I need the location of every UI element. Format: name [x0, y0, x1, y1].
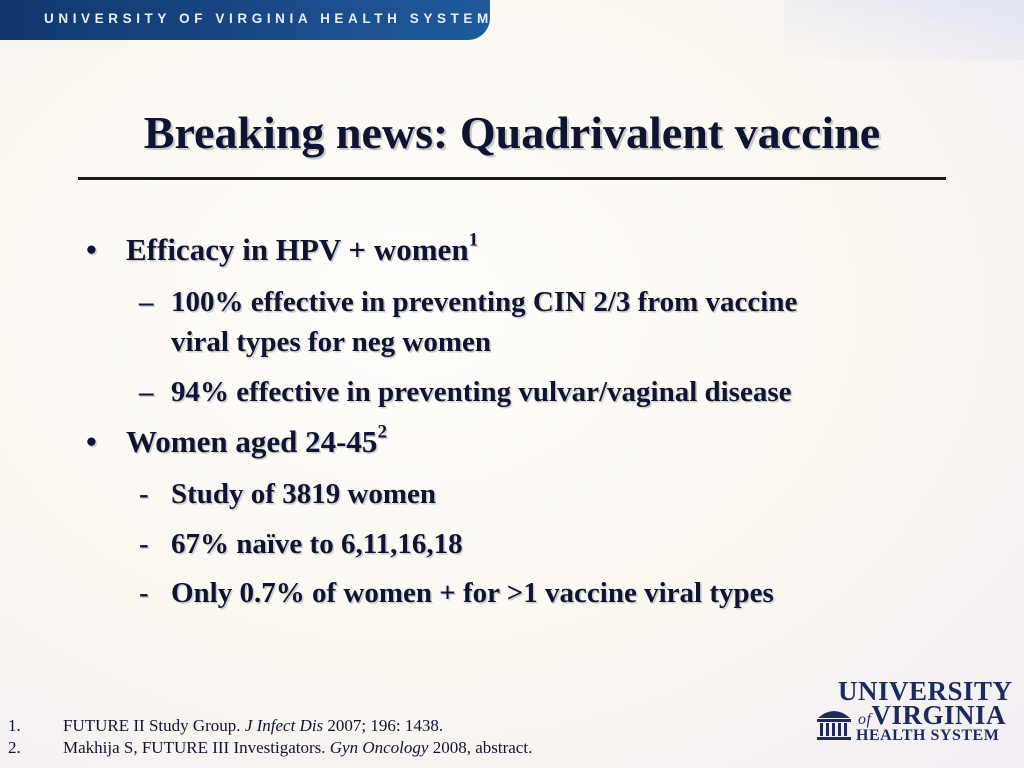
bullet-text: Efficacy in HPV + women: [126, 232, 469, 267]
sub-bullet-marker: –: [139, 286, 154, 318]
sub-bullet-line: 67% naïve to 6,11,16,18: [171, 528, 463, 560]
reference-number: 2.: [8, 738, 21, 757]
rotunda-icon: [814, 702, 854, 742]
uva-health-logo: [812, 676, 1013, 748]
sub-bullet-line: 94% effective in preventing vulvar/vaginal disease: [171, 376, 792, 408]
logo-university: UNIVERSITY: [838, 676, 1013, 706]
footnote-ref: 2: [377, 421, 388, 443]
reference-citation: 2007; 196: 1438.: [323, 716, 444, 735]
slide-title: Breaking news: Quadrivalent vaccine: [143, 107, 881, 158]
reference-number: 1.: [8, 716, 21, 735]
banner-title: UNIVERSITY OF VIRGINIA HEALTH SYSTEM: [44, 11, 493, 26]
logo-of: of: [858, 711, 872, 728]
reference-journal: Gyn Oncology: [329, 738, 429, 757]
bullet-text: Women aged 24-45: [126, 424, 378, 459]
logo-virginia-text: VIRGINIA: [871, 700, 1006, 730]
reference-journal: J Infect Dis: [244, 716, 324, 735]
reference-citation: 2008, abstract.: [428, 738, 533, 757]
sub-bullet-line: Study of 3819 women: [171, 478, 437, 510]
bullet-marker: •: [86, 232, 97, 267]
sub-bullet-marker: -: [139, 528, 149, 560]
sub-bullet-marker: –: [139, 376, 154, 408]
sub-bullet-line: 100% effective in preventing CIN 2/3 from vaccine: [171, 286, 798, 318]
bullet-marker: •: [86, 424, 97, 459]
footnote-ref: 1: [468, 229, 479, 251]
header-banner: [0, 0, 493, 40]
sub-bullet-marker: -: [139, 478, 149, 510]
sub-bullet-line: viral types for neg women: [171, 326, 492, 358]
corner-decoration: [784, 0, 1024, 60]
reference-authors: FUTURE II Study Group.: [63, 716, 245, 735]
sub-bullet-marker: -: [139, 577, 149, 609]
reference-authors: Makhija S, FUTURE III Investigators.: [63, 738, 330, 757]
title-divider: [78, 177, 946, 180]
sub-bullet-line: Only 0.7% of women + for >1 vaccine viral types: [171, 577, 774, 609]
logo-health-system: HEALTH SYSTEM: [856, 727, 1000, 744]
